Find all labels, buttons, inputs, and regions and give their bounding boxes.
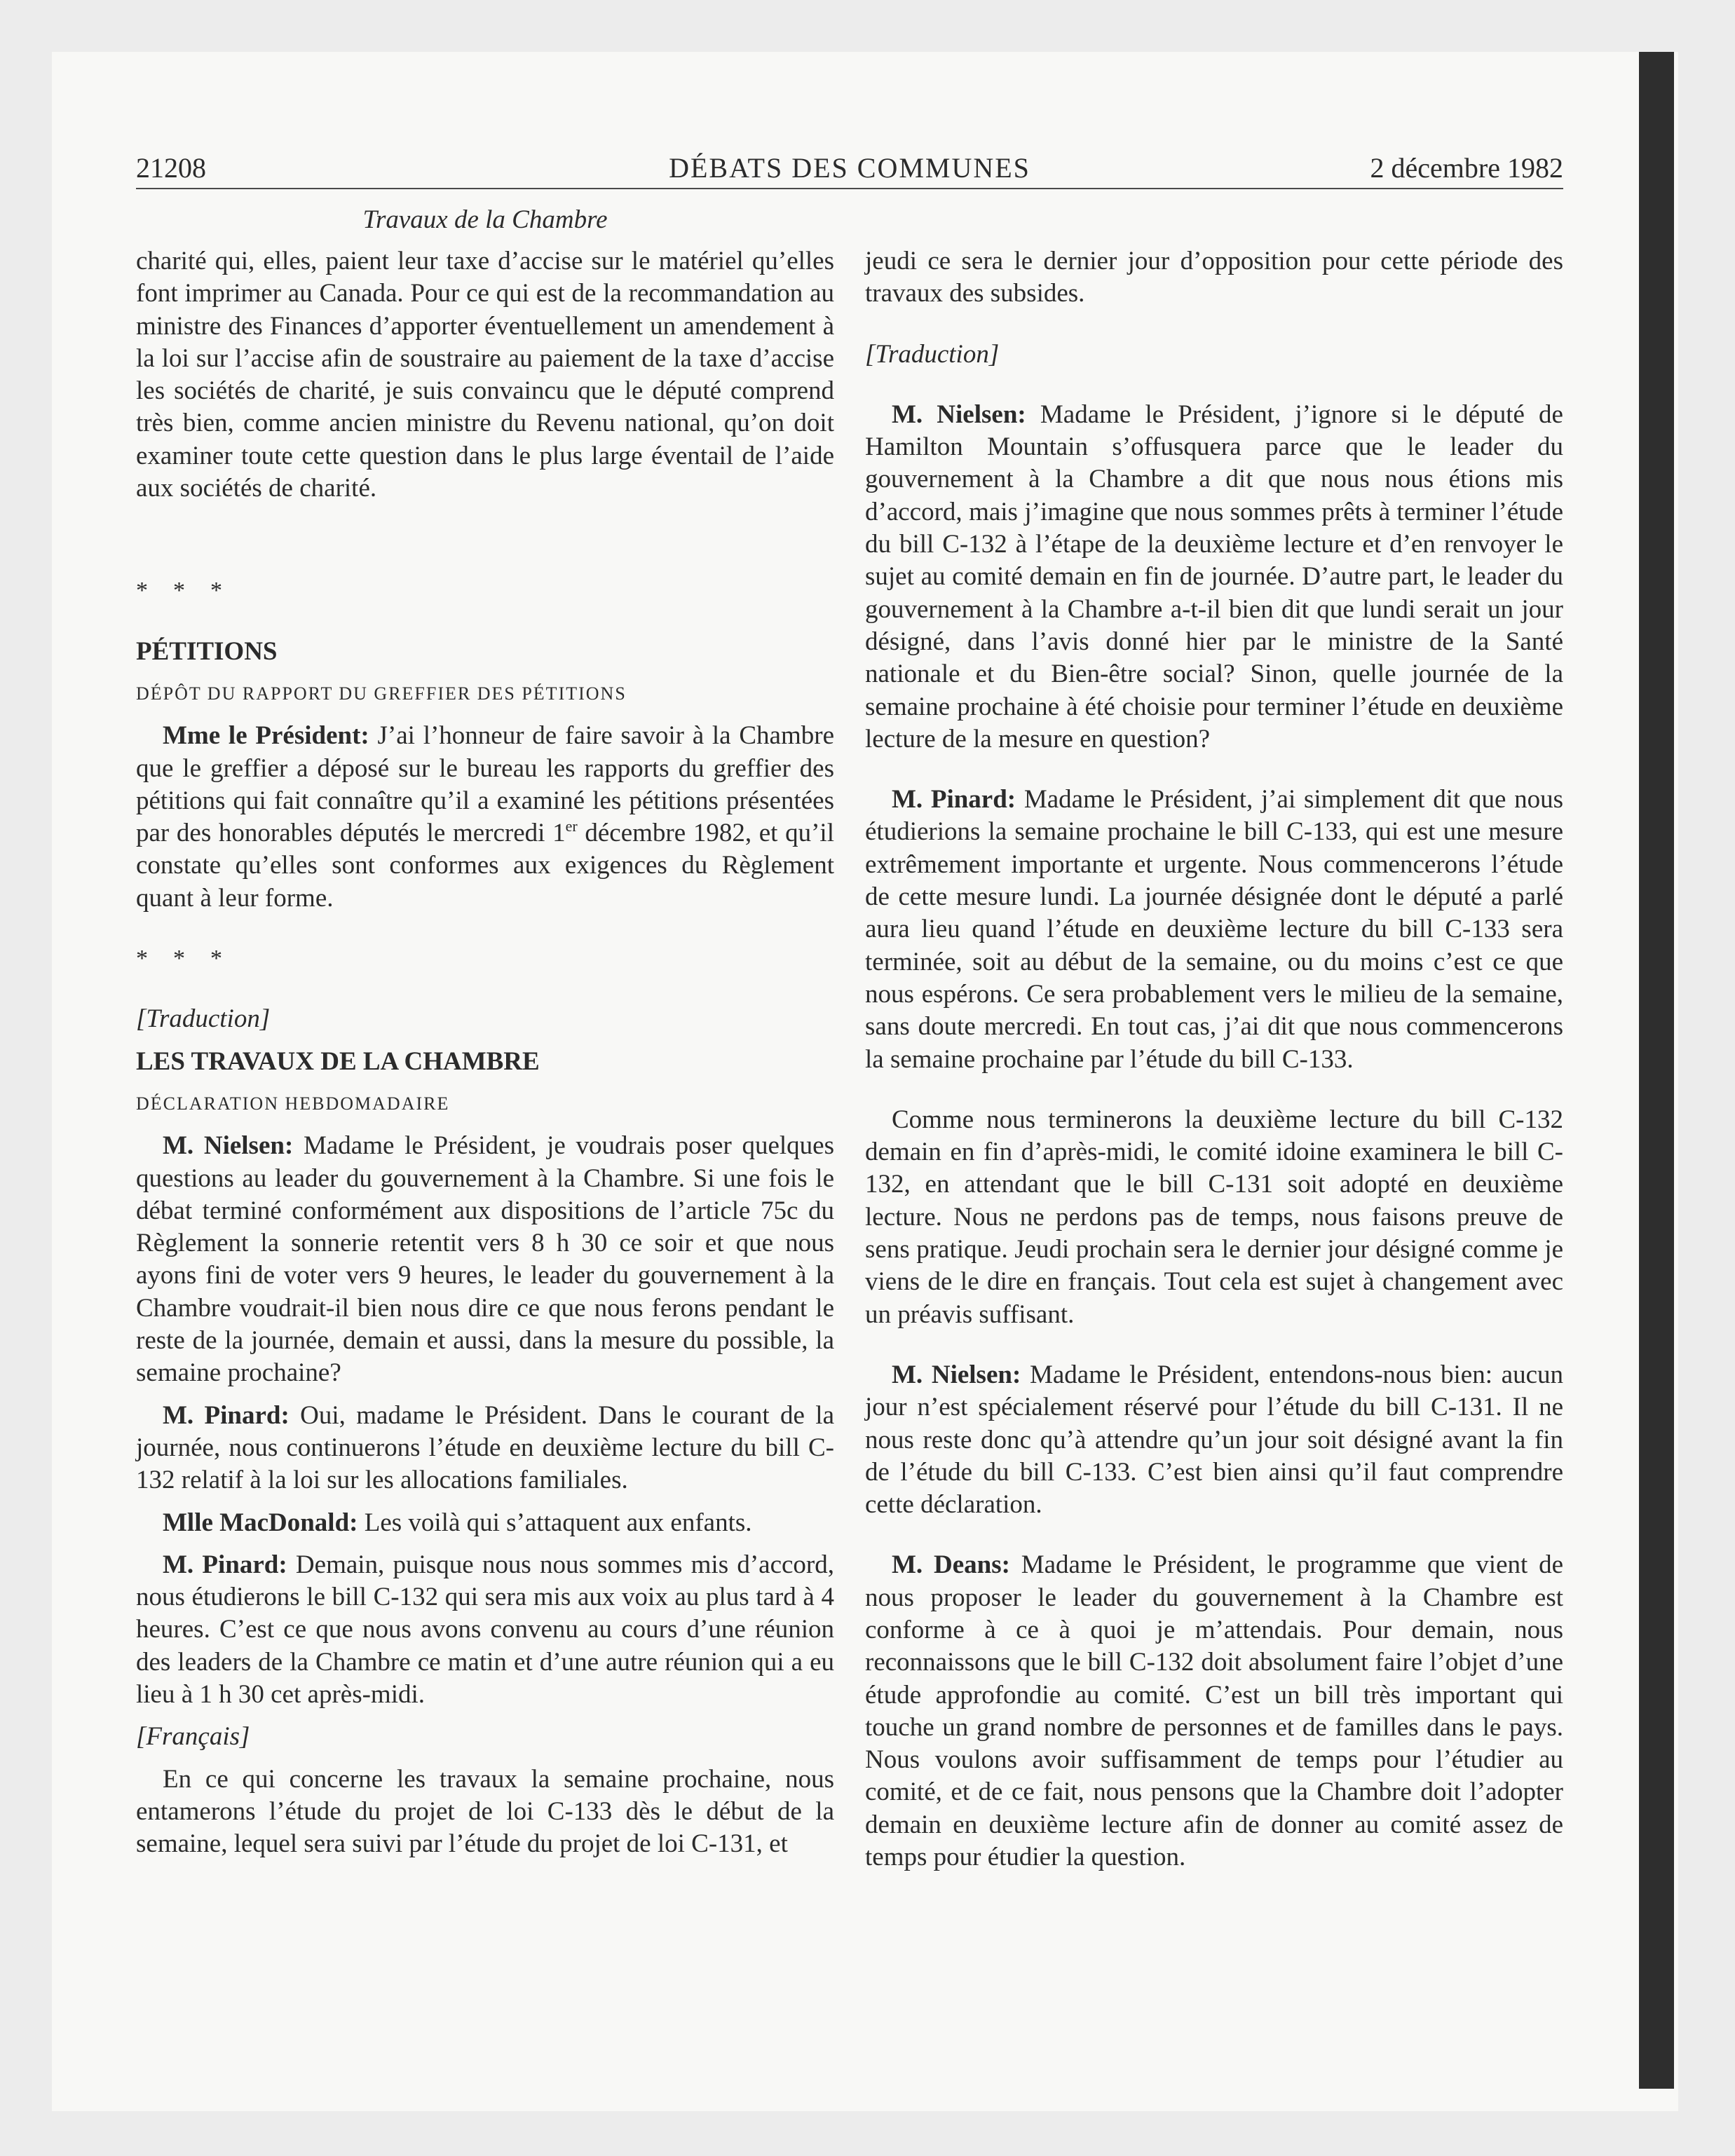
section-title: PÉTITIONS xyxy=(136,636,278,666)
speaker-name: Mlle MacDonald: xyxy=(163,1508,358,1537)
language-tag: [Traduction] xyxy=(136,1004,271,1034)
speech-paragraph: M. Nielsen: Madame le Président, entendons-nous bien: aucun jour n’est spécialement réservé pour l’étude du bill C-131. Il ne nous reste donc qu’à attendre qu’un jour soit désigné avant la fin de l’étude du bill C-133. C’est bien ainsi qu’il faut comprendre cette déclaration. xyxy=(865,1360,1563,1520)
scan-edge-bar xyxy=(1639,52,1674,2089)
speaker-name: Mme le Président: xyxy=(163,721,369,751)
paragraph: jeudi ce sera le dernier jour d’opposition pour cette période des travaux des subsides. xyxy=(865,247,1563,308)
section-heading: Travaux de la Chambre xyxy=(362,205,608,234)
journal-title: DÉBATS DES COMMUNES xyxy=(669,152,1030,184)
speaker-name: M. Nielsen: xyxy=(892,1360,1021,1389)
page-number: 21208 xyxy=(136,152,206,184)
speech-paragraph: M. Deans: Madame le Président, le programme que vient de nous proposer le leader du gouvernement à la Chambre est conforme à ce à quoi je m’attendais. Pour demain, nous reconnaissons que le bill C-132 doit absolument faire l’objet d’une étude approfondie au comité. C’est un bill très important qui touche un grand nombre de personnes et de familles dans le pays. Nous voulons avoir suffisamment de temps pour l’étudier au comité, et de ce fait, nous pensons que la Chambre doit l’adopter demain en deuxième lecture afin de donner au comité assez de temps pour étudier la question. xyxy=(865,1550,1563,1872)
paragraph: En ce qui concerne les travaux la semaine prochaine, nous entamerons l’étude du projet de loi C-133 dès le début de la semaine, lequel sera suivi par l’étude du projet de loi C-131, et xyxy=(136,1764,834,1859)
issue-date: 2 décembre 1982 xyxy=(1370,152,1563,184)
speech-paragraph: Mlle MacDonald: Les voilà qui s’attaquent aux enfants. xyxy=(163,1508,752,1537)
right-column xyxy=(865,245,1563,1874)
section-separator: *** xyxy=(136,946,247,972)
language-tag: [Français] xyxy=(136,1722,250,1752)
speech-paragraph: Mme le Président: J’ai l’honneur de faire savoir à la Chambre que le greffier a déposé sur le bureau les rapports du greffier des pétitions qui fait connaître qu’il a examiné les pétitions présentées par des honorables députés le mercredi 1er décembre 1982, et qu’il constate qu’elles sont conformes aux exigences du Règlement quant à leur forme. xyxy=(136,721,834,913)
speaker-name: M. Deans: xyxy=(892,1550,1010,1580)
section-subtitle: DÉCLARATION HEBDOMADAIRE xyxy=(136,1093,450,1114)
section-separator: *** xyxy=(136,578,247,604)
speech-paragraph: M. Pinard: Oui, madame le Président. Dans le courant de la journée, nous continuerons l’étude en deuxième lecture du bill C-132 relatif à la loi sur les allocations familiales. xyxy=(136,1400,835,1495)
speech-paragraph: M. Pinard: Madame le Président, j’ai simplement dit que nous étudierions la semaine prochaine le bill C-133, qui est une mesure extrêmement importante et urgente. Nous commencerons l’étude de cette mesure lundi. La journée désignée dont le député a parlé aura lieu quand l’étude en deuxième lecture du bill C-133 sera terminée, soit au début de la semaine, ou du moins c’est ce que nous espérons. Ce sera probablement vers le milieu de la semaine, sans doute mercredi. En tout cas, j’ai dit que nous commencerons la semaine prochaine par l’étude du bill C-133. xyxy=(865,785,1563,1074)
running-head xyxy=(136,149,1563,188)
header-rule xyxy=(136,188,1563,189)
section-title: LES TRAVAUX DE LA CHAMBRE xyxy=(136,1046,540,1076)
speaker-name: M. Pinard: xyxy=(163,1400,290,1430)
paragraph: charité qui, elles, paient leur taxe d’accise sur le matériel qu’elles font imprimer au Canada. Pour ce qui est de la recommandation au ministre des Finances d’apporter éventuellement un amendement à la loi sur l’accise afin de soustraire au paiement de la taxe d’accise les sociétés de charité, je suis convaincu que le député comprend très bien, comme ancien ministre du Revenu national, qu’on doit examiner toute cette question dans le plus large éventail de l’aide aux sociétés de charité. xyxy=(136,247,834,503)
speaker-name: M. Nielsen: xyxy=(163,1131,294,1161)
speech-paragraph: M. Nielsen: Madame le Président, j’ignore si le député de Hamilton Mountain s’offusquera parce que le leader du gouvernement à la Chambre a dit que nous nous étions mis d’accord, mais j’imagine que nous sommes prêts à terminer l’étude du bill C-132 à l’étape de la deuxième lecture et d’en renvoyer le sujet au comité demain en fin de journée. D’autre part, le leader du gouvernement à la Chambre a-t-il bien dit que lundi serait un jour désigné, dans l’avis donné hier par le ministre de la Santé nationale et du Bien-être social? Sinon, quelle journée de la semaine prochaine à été choisie pour terminer l’étude en deuxième lecture de la mesure en question? xyxy=(865,400,1563,753)
speaker-name: M. Pinard: xyxy=(163,1550,287,1579)
language-tag: [Traduction] xyxy=(865,339,1000,369)
speaker-name: M. Pinard: xyxy=(892,785,1016,814)
paragraph: Comme nous terminerons la deuxième lecture du bill C-132 demain en fin d’après-midi, le comité idoine examinera le bill C-132, en attendant que le bill C-131 soit adopté en deuxième lecture. Nous ne perdons pas de temps, nous faisons preuve de sens pratique. Jeudi prochain sera le dernier jour désigné comme je viens de le dire en français. Tout cela est sujet à changement avec un préavis suffisant. xyxy=(865,1105,1563,1329)
speaker-name: M. Nielsen: xyxy=(892,400,1026,429)
section-subtitle: DÉPÔT DU RAPPORT DU GREFFIER DES PÉTITIONS xyxy=(136,683,627,704)
speech-paragraph: M. Nielsen: Madame le Président, je voudrais poser quelques questions au leader du gouvernement à la Chambre. Si une fois le débat terminé conformément aux dispositions de l’article 75c du Règlement la sonnerie retentit vers 8 h 30 ce soir et que nous ayons fini de voter vers 9 heures, le leader du gouvernement à la Chambre voudrait-il bien nous dire ce que nous ferons pendant le reste de la journée, demain et aussi, dans la mesure du possible, la semaine prochaine? xyxy=(136,1131,834,1388)
left-column xyxy=(136,245,834,1860)
speech-paragraph: M. Pinard: Demain, puisque nous nous sommes mis d’accord, nous étudierons le bill C-132 qui sera mis aux voix au plus tard à 4 heures. C’est ce que nous avons convenu au cours d’une réunion des leaders de la Chambre ce matin et d’une autre réunion qui a eu lieu à 1 h 30 cet après-midi. xyxy=(136,1550,834,1709)
